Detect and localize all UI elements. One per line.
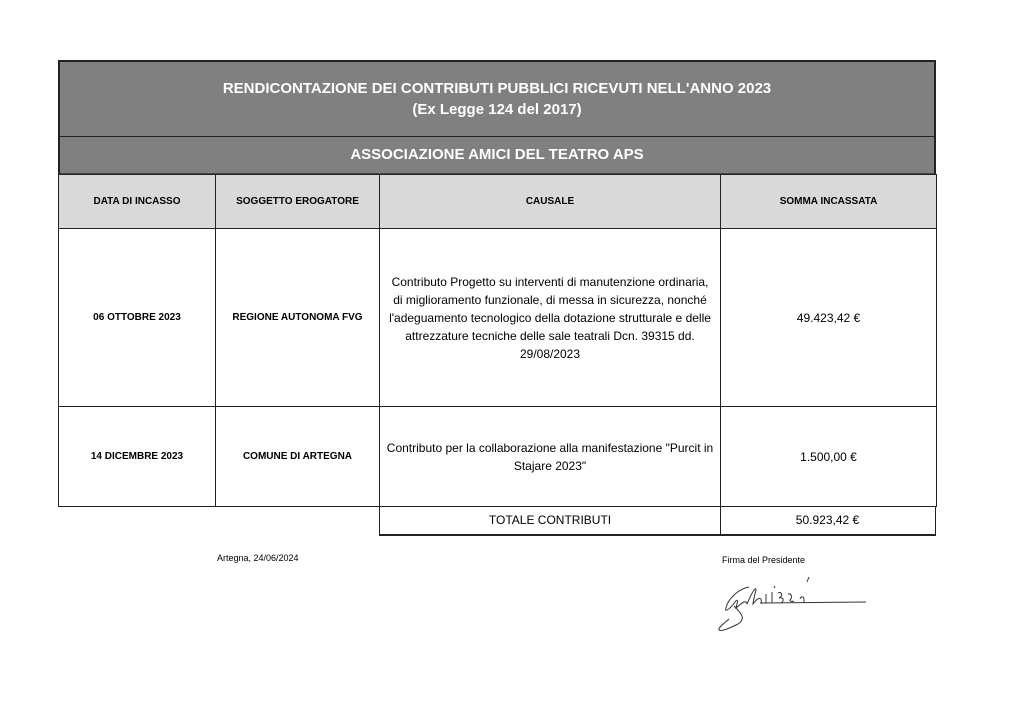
total-value: 50.923,42 € — [720, 507, 936, 536]
contributions-table — [58, 174, 937, 507]
cell-reason: Contributo Progetto su interventi di manutenzione ordinaria, di miglioramento funzionale, di messa in sicurezza, nonché l'adeguamento tecnologico della dotazione strutturale e delle attrezzature tecniche delle sale teatrali Dcn. 39315 dd. 29/08/2023 — [380, 229, 721, 407]
column-header-date: DATA DI INCASSO — [59, 175, 216, 229]
table-header-row — [59, 175, 937, 229]
signature-image — [716, 566, 876, 632]
total-row — [58, 507, 936, 535]
column-header-amount: SOMMA INCASSATA — [721, 175, 937, 229]
column-header-donor: SOGGETTO EROGATORE — [216, 175, 380, 229]
report-sheet — [58, 60, 936, 535]
cell-amount: 49.423,42 € — [721, 229, 937, 407]
cell-reason: Contributo per la collaborazione alla manifestazione "Purcit in Stajare 2023" — [380, 407, 721, 507]
cell-date: 14 DICEMBRE 2023 — [59, 407, 216, 507]
total-label: TOTALE CONTRIBUTI — [379, 507, 721, 536]
place-date: Artegna, 24/06/2024 — [217, 553, 299, 563]
organization-name: ASSOCIAZIONE AMICI DEL TEATRO APS — [58, 137, 936, 174]
signature-label: Firma del Presidente — [722, 555, 806, 565]
cell-date: 06 OTTOBRE 2023 — [59, 229, 216, 407]
table-row — [59, 407, 937, 507]
report-title: RENDICONTAZIONE DEI CONTRIBUTI PUBBLICI RICEVUTI NELL'ANNO 2023 — [222, 80, 772, 97]
column-header-reason: CAUSALE — [380, 175, 721, 229]
report-subtitle: (Ex Legge 124 del 2017) — [412, 101, 582, 118]
report-title-block — [58, 60, 936, 137]
cell-donor: COMUNE DI ARTEGNA — [216, 407, 380, 507]
cell-amount: 1.500,00 € — [721, 407, 937, 507]
table-row — [59, 229, 937, 407]
cell-donor: REGIONE AUTONOMA FVG — [216, 229, 380, 407]
